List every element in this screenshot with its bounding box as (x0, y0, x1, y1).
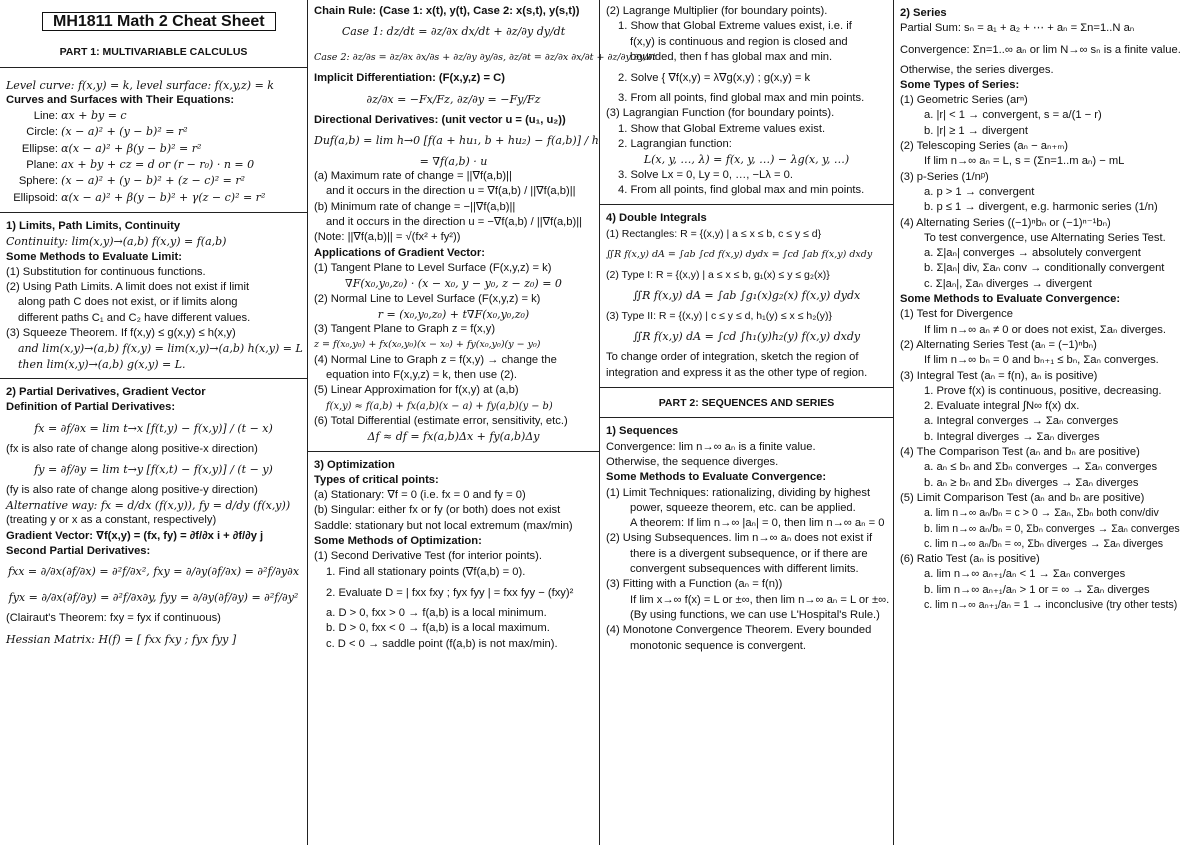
list-item: To change order of integration, sketch the region of (606, 351, 859, 364)
divider (600, 387, 893, 388)
list-item: (6) Total Differential (estimate error, sensitivity, etc.) (314, 414, 568, 427)
divider (600, 204, 893, 205)
list-item: (3) Fitting with a Function (aₙ = f(n)) (606, 578, 783, 591)
list-item: b. lim n→∞ aₙ₊₁/aₙ > 1 or = ∞ → Σaₙ diverges (924, 583, 1150, 596)
list-item: convergent subsequences with different limits. (630, 563, 859, 576)
formula-case2: Case 2: ∂z/∂s = ∂z/∂x ∂x/∂s + ∂z/∂y ∂y/∂s, ∂z/∂t = ∂z/∂x ∂x/∂t + ∂z/∂y ∂y/∂t (314, 52, 657, 64)
list-item: (1) Second Derivative Test (for interior points). (314, 550, 542, 563)
list-item: If lim n→∞ aₙ ≠ 0 or does not exist, Σaₙ diverges. (924, 323, 1166, 336)
note-text: (Note: ||∇f(a,b)|| = √(fx² + fy²)) (314, 231, 461, 244)
list-item: A theorem: If lim n→∞ |aₙ| = 0, then lim n→∞ aₙ = 0 (630, 517, 885, 530)
list-item: bounded, then f has global max and min. (630, 50, 833, 63)
list-item: 3. From all points, find global max and min points. (618, 92, 865, 105)
section-heading: 1) Limits, Path Limits, Continuity (6, 219, 181, 232)
list-item: (3) Type II: R = {(x,y) | c ≤ y ≤ d, h₁(y) ≤ x ≤ h₂(y)} (606, 310, 833, 323)
list-item: ∬R f(x,y) dA = ∫cd ∫h₁(y)h₂(y) f(x,y) dxdy (632, 330, 861, 344)
list-item: 1. Show that Global Extreme values exist. (618, 122, 826, 135)
divider (0, 212, 307, 213)
convergence-text: Convergence: Σn=1..∞ aₙ or lim N→∞ sₙ is a finite value. (900, 43, 1181, 56)
list-item: a. lim n→∞ aₙ/bₙ = c > 0 → Σaₙ, Σbₙ both conv/div (924, 507, 1159, 520)
formula-fyx: fyx = ∂/∂x(∂f/∂y) = ∂²f/∂x∂y, fyy = ∂/∂y(∂f/∂y) = ∂²f/∂y² (8, 591, 299, 605)
list-item: Saddle: stationary but not local extremum (max/min) (314, 519, 573, 532)
list-item: b. aₙ ≥ bₙ and Σbₙ diverges → Σaₙ diverges (924, 476, 1139, 489)
list-item: there is a divergent subsequence, or if there are (630, 547, 868, 560)
subheading: Some Methods to Evaluate Convergence: (606, 471, 827, 484)
list-item: (By using functions, we can use L'Hospital's Rule.) (630, 608, 880, 621)
list-item: z = f(x₀,y₀) + fx(x₀,y₀)(x − x₀) + fy(x₀,y₀)(y − y₀) (314, 339, 541, 351)
section-heading: 3) Optimization (314, 458, 395, 471)
methods-heading: Some Methods to Evaluate Limit: (6, 250, 182, 263)
subheading: Types of critical points: (314, 473, 439, 486)
list-item: Otherwise, the sequence diverges. (606, 455, 779, 468)
list-item: (2) Alternating Series Test (aₙ = (−1)ⁿbₙ) (900, 338, 1097, 351)
list-item: a. p > 1 → convergent (924, 185, 1035, 198)
list-item: a. lim n→∞ aₙ₊₁/aₙ < 1 → Σaₙ converges (924, 568, 1126, 581)
list-item: a. aₙ ≤ bₙ and Σbₙ converges → Σaₙ converges (924, 461, 1158, 474)
list-item: 1. Prove f(x) is continuous, positive, decreasing. (924, 384, 1162, 397)
list-item: (4) Monotone Convergence Theorem. Every bounded (606, 624, 872, 637)
list-item: b. |r| ≥ 1 → divergent (924, 124, 1028, 137)
list-item: c. Σ|aₙ|, Σaₙ diverges → divergent (924, 277, 1092, 290)
list-item: c. lim n→∞ aₙ/bₙ = ∞, Σbₙ diverges → Σaₙ diverges (924, 537, 1164, 550)
list-item: (2) Telescoping Series (aₙ − aₙ₊ₘ) (900, 140, 1069, 153)
curve-row: Sphere: (x − a)² + (y − b)² + (z − c)² = r² (18, 174, 245, 188)
divider (600, 417, 893, 418)
list-item: b. D > 0, fxx < 0 → f(a,b) is a local maximum. (326, 622, 550, 635)
list-item: monotonic sequence is convergent. (630, 639, 807, 652)
formula-directional: Duf(a,b) = lim h→0 [f(a + hu₁, b + hu₂) − f(a,b)] / h (314, 133, 599, 147)
list-item: (5) Limit Comparison Test (aₙ and bₙ are positive) (900, 491, 1145, 504)
curve-row: Ellipse: α(x − a)² + β(y − b)² = r² (21, 141, 202, 155)
note-text: (fy is also rate of change along positive-y direction) (6, 483, 258, 496)
list-item: (2) Type I: R = {(x,y) | a ≤ x ≤ b, g₁(x) ≤ y ≤ g₂(x)} (606, 268, 830, 281)
list-item: c. lim n→∞ aₙ₊₁/aₙ = 1 → inconclusive (try other tests) (924, 598, 1178, 611)
subheading: Applications of Gradient Vector: (314, 246, 485, 259)
list-item: (4) Alternating Series ((−1)ⁿbₙ or (−1)ⁿ⁻¹bₙ) (900, 216, 1111, 229)
list-item: (3) Lagrangian Function (for boundary points). (606, 107, 835, 120)
list-item: (3) Squeeze Theorem. If f(x,y) ≤ g(x,y) ≤ h(x,y) (6, 327, 236, 340)
list-item: equation into F(x,y,z) = k, then use (2). (326, 369, 518, 382)
list-item: 1. Find all stationary points (∇f(a,b) = 0). (326, 565, 526, 578)
list-item: then lim(x,y)→(a,b) g(x,y) = L. (18, 357, 186, 371)
list-item: (3) Integral Test (aₙ = f(n), aₙ is positive) (900, 369, 1098, 382)
column-1 (0, 0, 308, 845)
list-item: and it occurs in the direction u = ∇f(a,b) / ||∇f(a,b)|| (326, 185, 576, 198)
list-item: (6) Ratio Test (aₙ is positive) (900, 553, 1040, 566)
list-item: (b) Minimum rate of change = −||∇f(a,b)|| (314, 200, 516, 213)
formula-fy: fy = ∂f/∂y = lim t→y [f(x,t) − f(x,y)] / (t − y) (34, 462, 273, 476)
curves-list (6, 108, 301, 206)
curve-row: Circle: (x − a)² + (y − b)² = r² (26, 125, 188, 139)
list-item: b. p ≤ 1 → divergent, e.g. harmonic series (1/n) (924, 201, 1158, 214)
formula-directional-2: = ∇f(a,b) · u (419, 154, 488, 168)
list-item: 2. Solve { ∇f(x,y) = λ∇g(x,y) ; g(x,y) = k (618, 72, 811, 85)
curve-row: Ellipsoid: α(x − a)² + β(y − b)² + γ(z − c)² = r² (13, 190, 266, 204)
subheading: Directional Derivatives: (unit vector u = (u₁, u₂)) (314, 113, 566, 126)
subheading: Some Methods to Evaluate Convergence: (900, 293, 1121, 306)
list-item: If lim n→∞ bₙ = 0 and bₙ₊₁ ≤ bₙ, Σaₙ converges. (924, 354, 1159, 367)
part2-heading: PART 2: SEQUENCES AND SERIES (658, 397, 835, 410)
continuity-text: Continuity: lim(x,y)→(a,b) f(x,y) = f(a,b) (6, 235, 227, 249)
list-item: ∬R f(x,y) dA = ∫ab ∫cd f(x,y) dydx = ∫cd ∫ab f(x,y) dxdy (606, 248, 873, 260)
list-item: If lim x→∞ f(x) = L or ±∞, then lim n→∞ aₙ = L or ±∞. (630, 593, 890, 606)
list-item: L(x, y, …, λ) = f(x, y, …) − λg(x, y, …) (643, 153, 850, 167)
subheading: Implicit Differentiation: (F(x,y,z) = C) (314, 72, 505, 85)
section-heading: 2) Series (900, 7, 947, 19)
curve-row: Line: αx + by = c (33, 109, 127, 123)
list-item: a. D > 0, fxx > 0 → f(a,b) is a local minimum. (326, 606, 547, 619)
part1-heading: PART 1: MULTIVARIABLE CALCULUS (59, 46, 248, 59)
list-item: Convergence: lim n→∞ aₙ is a finite value. (606, 440, 816, 453)
list-item: along path C does not exist, or if limits along (18, 296, 238, 309)
list-item: (b) Singular: either fx or fy (or both) does not exist (314, 504, 561, 517)
note-text: (Clairaut's Theorem: fxy = fyx if continuous) (6, 612, 221, 625)
list-item: (2) Using Subsequences. lim n→∞ aₙ does not exist if (606, 532, 873, 545)
subheading: Chain Rule: (Case 1: x(t), y(t), Case 2: x(s,t), y(s,t)) (314, 5, 580, 17)
column-4 (894, 0, 1200, 845)
list-item: f(x,y) is continuous and region is closed and (630, 35, 848, 48)
list-item: (5) Linear Approximation for f(x,y) at (a,b) (314, 384, 519, 397)
list-item: f(x,y) ≈ f(a,b) + fx(a,b)(x − a) + fy(a,b)(y − b) (326, 400, 553, 412)
alt-way-text: Alternative way: fx = d/dx (f(x,y)), fy = d/dy (f(x,y)) (6, 499, 291, 513)
list-item: (1) Limit Techniques: rationalizing, dividing by highest (606, 486, 871, 499)
list-item: 2. Evaluate D = | fxx fxy ; fyx fyy | = fxx fyy − (fxy)² (326, 586, 574, 599)
list-item: To test convergence, use Alternating Series Test. (924, 231, 1166, 244)
gradient-text: Gradient Vector: ∇f(x,y) = (fx, fy) = ∂f/∂x i + ∂f/∂y j (6, 529, 264, 542)
list-item: (1) Test for Divergence (900, 308, 1013, 321)
note-text: Otherwise, the series diverges. (900, 63, 1054, 76)
formula-implicit: ∂z/∂x = −Fx/Fz, ∂z/∂y = −Fy/Fz (366, 92, 541, 106)
formula-fx: fx = ∂f/∂x = lim t→x [f(t,y) − f(x,y)] / (t − x) (34, 421, 273, 435)
curves-heading: Curves and Surfaces with Their Equations: (6, 93, 235, 106)
list-item: (1) Rectangles: R = {(x,y) | a ≤ x ≤ b, c ≤ y ≤ d} (606, 227, 822, 240)
list-item: Δf ≈ df = fx(a,b)Δx + fy(a,b)Δy (367, 430, 540, 444)
list-item: b. Integral diverges → Σaₙ diverges (924, 430, 1100, 443)
list-item: 1. Show that Global Extreme values exist, i.e. if (618, 20, 852, 33)
note-text: (fx is also rate of change along positive-x direction) (6, 442, 258, 455)
divider (0, 378, 307, 379)
list-item: and it occurs in the direction u = −∇f(a,b) / ||∇f(a,b)|| (326, 216, 583, 229)
list-item: b. lim n→∞ aₙ/bₙ = 0, Σbₙ converges → Σaₙ converges (924, 522, 1180, 535)
divider (308, 451, 599, 452)
list-item: (1) Geometric Series (arⁿ) (900, 94, 1028, 107)
list-item: a. Integral converges → Σaₙ converges (924, 415, 1119, 428)
page-title: MH1811 Math 2 Cheat Sheet (42, 12, 276, 31)
list-item: (a) Maximum rate of change = ||∇f(a,b)|| (314, 170, 512, 183)
list-item: 4. From all points, find global max and min points. (618, 183, 865, 196)
formula-fxx: fxx = ∂/∂x(∂f/∂x) = ∂²f/∂x², fxy = ∂/∂y(∂f/∂x) = ∂²f/∂y∂x (7, 565, 300, 579)
list-item: (3) p-Series (1/nᵖ) (900, 170, 989, 183)
hessian-text: Hessian Matrix: H(f) = [ fxx fxy ; fyx fyy ] (6, 632, 237, 646)
list-item: different paths C₁ and C₂ have different values. (18, 311, 251, 324)
subheading: Some Types of Series: (900, 78, 1020, 91)
list-item: power, squeeze theorem, etc. can be applied. (630, 501, 856, 514)
list-item: (1) Substitution for continuous functions. (6, 265, 206, 278)
list-item: (4) Normal Line to Graph z = f(x,y) → change the (314, 353, 557, 366)
list-item: ∇F(x₀,y₀,z₀) · (x − x₀, y − y₀, z − z₀) = 0 (345, 277, 562, 291)
list-item: (2) Lagrange Multiplier (for boundary points). (606, 5, 828, 17)
list-item: r = (x₀,y₀,z₀) + t∇F(x₀,y₀,z₀) (377, 307, 530, 321)
list-item: c. D < 0 → saddle point (f(a,b) is not max/min). (326, 637, 558, 650)
list-item: (3) Tangent Plane to Graph z = f(x,y) (314, 323, 496, 336)
list-item: (1) Tangent Plane to Level Surface (F(x,y,z) = k) (314, 261, 552, 274)
list-item: a. Σ|aₙ| converges → absolutely convergent (924, 247, 1141, 260)
list-item: integration and express it as the other type of region. (606, 366, 868, 379)
section-heading: 4) Double Integrals (606, 212, 707, 225)
list-item: (4) The Comparison Test (aₙ and bₙ are positive) (900, 446, 1140, 459)
subheading: Second Partial Derivatives: (6, 545, 151, 558)
section-heading: 2) Partial Derivatives, Gradient Vector (6, 385, 206, 398)
section-heading: 1) Sequences (606, 425, 679, 438)
list-item: If lim n→∞ aₙ = L, s = (Σn=1..m aₙ) − mL (924, 155, 1125, 168)
list-item: (2) Using Path Limits. A limit does not exist if limit (6, 281, 250, 294)
list-item: 3. Solve Lx = 0, Ly = 0, …, −Lλ = 0. (618, 168, 793, 181)
formula-case1: Case 1: dz/dt = ∂z/∂x dx/dt + ∂z/∂y dy/dt (341, 25, 566, 39)
list-item: (2) Normal Line to Level Surface (F(x,y,z) = k) (314, 292, 541, 305)
list-item: ∬R f(x,y) dA = ∫ab ∫g₁(x)g₂(x) f(x,y) dydx (632, 289, 861, 303)
list-item: (a) Stationary: ∇f = 0 (i.e. fx = 0 and fy = 0) (314, 489, 526, 502)
level-curve-text: Level curve: f(x,y) = k, level surface: f(x,y,z) = k (6, 78, 274, 92)
partial-sum-text: Partial Sum: sₙ = a₁ + a₂ + ⋯ + aₙ = Σn=1..N aₙ (900, 22, 1135, 35)
list-item: 2. Evaluate integral ∫N∞ f(x) dx. (924, 400, 1080, 413)
list-item: and lim(x,y)→(a,b) f(x,y) = lim(x,y)→(a,b) h(x,y) = L (18, 342, 303, 356)
list-item: b. Σ|aₙ| div, Σaₙ conv → conditionally convergent (924, 262, 1165, 275)
list-item: a. |r| < 1 → convergent, s = a/(1 − r) (924, 109, 1102, 122)
curve-row: Plane: ax + by + cz = d or (r − r₀) · n = 0 (26, 158, 255, 172)
subheading: Some Methods of Optimization: (314, 535, 482, 548)
divider (0, 67, 307, 68)
note-text: (treating y or x as a constant, respectively) (6, 514, 217, 527)
list-item: 2. Lagrangian function: (618, 138, 732, 151)
column-3 (600, 0, 894, 845)
subheading: Definition of Partial Derivatives: (6, 401, 176, 414)
